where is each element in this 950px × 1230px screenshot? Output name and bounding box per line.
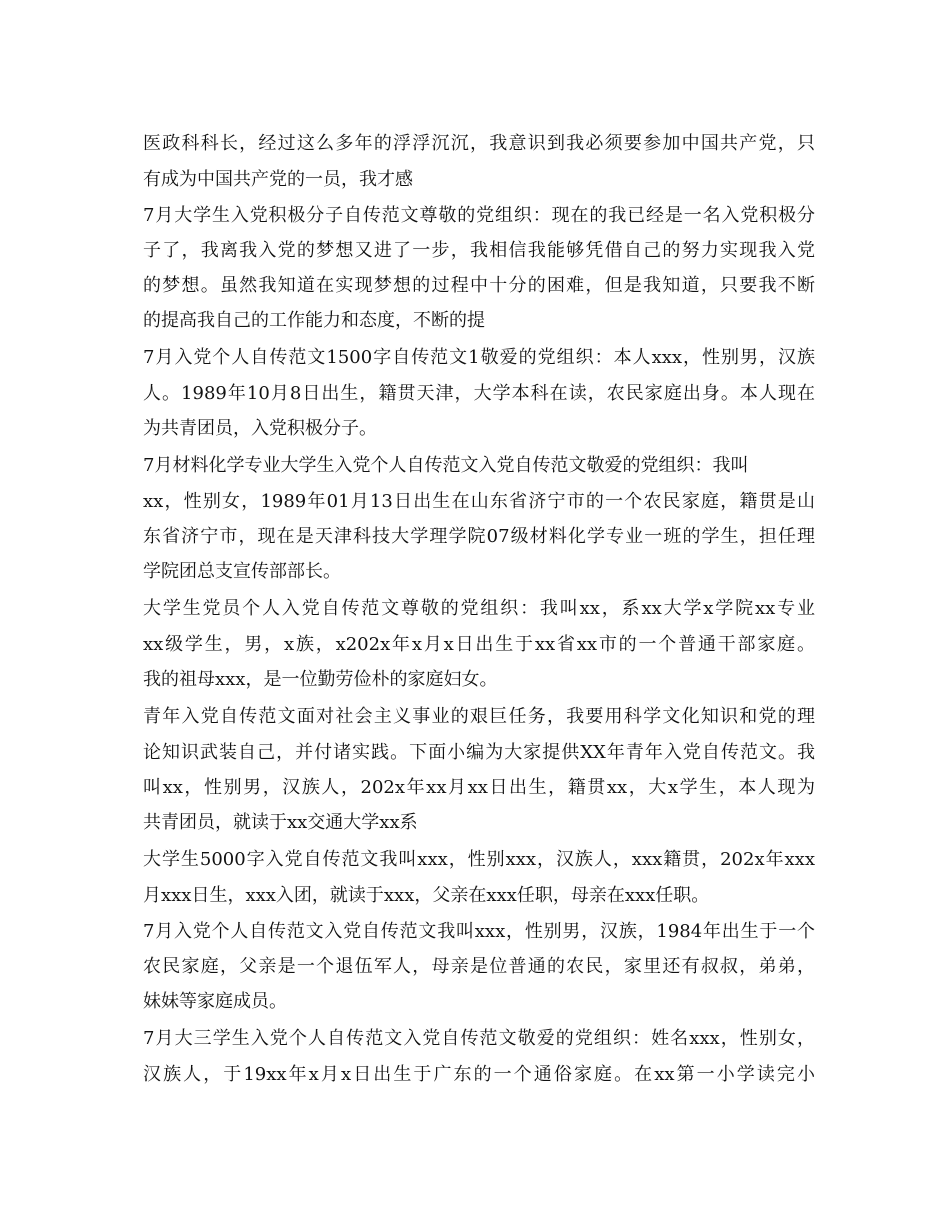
- text-line: 大学生党员个人入党自传范文尊敬的党组织：我叫xx，系xx大学x学院xx专业: [143, 598, 815, 619]
- text-line: 子了，我离我入党的梦想又进了一步，我相信我能够凭借自己的努力实现我入党: [143, 240, 815, 261]
- text-line: 7月材料化学专业大学生入党个人自传范文入党自传范文敬爱的党组织：我叫: [143, 455, 749, 476]
- text-line: 医政科科长，经过这么多年的浮浮沉沉，我意识到我必须要参加中国共产党，只: [143, 133, 815, 154]
- text-line: 学院团总支宣传部部长。: [143, 561, 341, 582]
- text-line: 我的祖母xxx，是一位勤劳俭朴的家庭妇女。: [143, 669, 498, 690]
- text-line: 为共青团员，入党积极分子。: [143, 418, 377, 439]
- text-line: 人。1989年10月8日出生，籍贯天津，大学本科在读，农民家庭出身。本人现在: [143, 383, 815, 404]
- text-line: 大学生5000字入党自传范文我叫xxx，性别xxx，汉族人，xxx籍贯，202x年xxx: [143, 849, 815, 870]
- text-line: 有成为中国共产党的一员，我才感: [143, 169, 413, 190]
- text-line: xx，性别女，1989年01月13日出生在山东省济宁市的一个农民家庭，籍贯是山: [143, 491, 815, 512]
- text-line: 东省济宁市，现在是天津科技大学理学院07级材料化学专业一班的学生，担任理: [143, 526, 815, 547]
- text-line: 的梦想。虽然我知道在实现梦想的过程中十分的困难，但是我知道，只要我不断: [143, 275, 815, 296]
- text-line: 青年入党自传范文面对社会主义事业的艰巨任务，我要用科学文化知识和党的理: [143, 706, 815, 727]
- text-line: 农民家庭，父亲是一个退伍军人，母亲是位普通的农民，家里还有叔叔，弟弟，: [143, 956, 815, 977]
- text-line: 汉族人，于19xx年x月x日出生于广东的一个通俗家庭。在xx第一小学读完小: [143, 1064, 815, 1085]
- text-line: 7月大学生入党积极分子自传范文尊敬的党组织：现在的我已经是一名入党积极分: [143, 205, 815, 226]
- text-line: 论知识武装自己，并付诸实践。下面小编为大家提供XX年青年入党自传范文。我: [143, 742, 815, 763]
- text-line: 7月入党个人自传范文入党自传范文我叫xxx，性别男，汉族，1984年出生于一个: [143, 921, 815, 942]
- text-line: 7月大三学生入党个人自传范文入党自传范文敬爱的党组织：姓名xxx，性别女，: [143, 1028, 815, 1049]
- text-line: 妹妹等家庭成员。: [143, 991, 287, 1012]
- text-line: 7月入党个人自传范文1500字自传范文1敬爱的党组织：本人xxx，性别男，汉族: [143, 347, 815, 368]
- text-line: 月xxx日生，xxx入团，就读于xxx，父亲在xxx任职，母亲在xxx任职。: [143, 885, 710, 906]
- text-line: 的提高我自己的工作能力和态度，不断的提: [143, 310, 485, 331]
- text-line: xx级学生，男，x族，x202x年x月x日出生于xx省xx市的一个普通干部家庭。: [143, 634, 815, 655]
- text-line: 叫xx，性别男，汉族人，202x年xx月xx日出生，籍贯xx，大x学生，本人现为: [143, 777, 815, 798]
- text-line: 共青团员，就读于xx交通大学xx系: [143, 812, 418, 833]
